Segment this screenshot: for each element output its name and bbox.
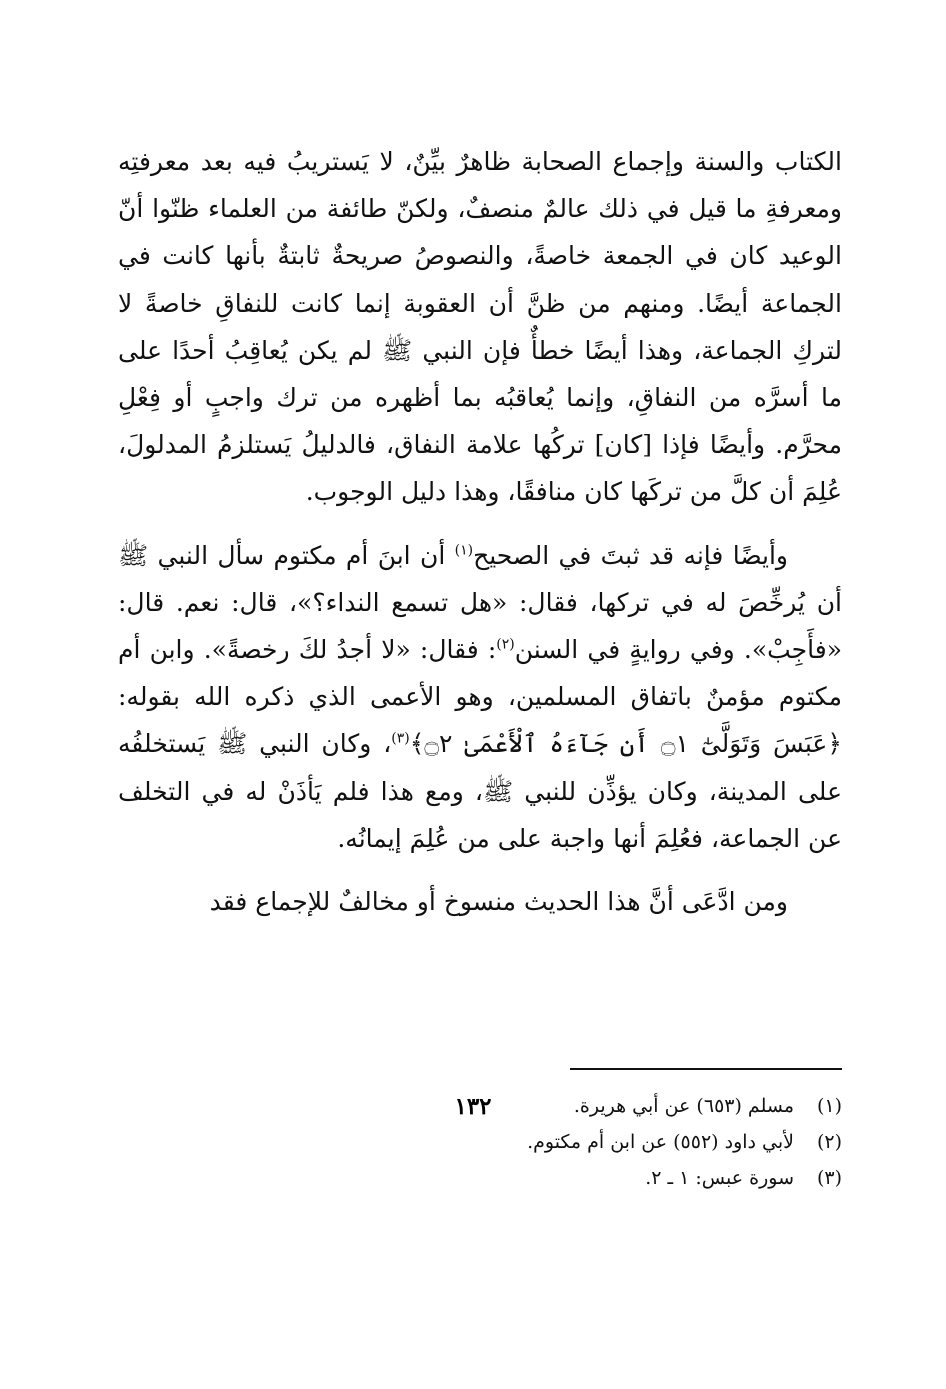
footnote-ref-1[interactable]: (١) [454, 542, 474, 559]
paragraph-2-part-1: وأيضًا فإنه قد ثبتَ في الصحيح [473, 540, 788, 570]
footnote-ref-3[interactable]: (٣) [391, 731, 410, 748]
paragraph-2-part-2: أن ابنَ أم مكتوم سأل النبي ﷺ أن يُرخِّصَ له في تركها، فقال: «هل تسمع النداء؟»، قال: نعم. قال: «فأَجِبْ». وفي روايةٍ في السنن [118, 540, 842, 665]
paragraph-2-part-3: : فقال: «لا أجدُ لكَ رخصةً». وابن أم مكتوم مؤمنٌ باتفاق المسلمين، وهو الأعمى الذي ذكره الله بقوله: ﴿عَبَسَ وَتَوَلَّىٰٓ ۝١ أَن جَآءَهُ ٱلْأَعْمَىٰ ۝٢﴾ [118, 635, 842, 759]
paragraph-1: الكتاب والسنة وإجماع الصحابة ظاهرٌ بيِّنٌ، لا يَستريبُ فيه بعد معرفتِه ومعرفةِ ما قيل في ذلك عالمٌ منصفٌ، ولكنّ طائفة من العلماء ظنّوا أنّ الوعيد كان في الجمعة خاصةً، والنصوصُ صريحةٌ ثابتةٌ بأنها كانت في الجماعة أيضًا. ومنهم من ظنَّ أن العقوبة إنما كانت للنفاقِ خاصةً لا لتركِ الجماعة، وهذا أيضًا خطأٌ فإن النبي ﷺ لم يكن يُعاقِبُ أحدًا على ما أسرَّه من النفاقِ، وإنما يُعاقبُه بما أظهره من ترك واجبٍ أو فِعْلِ محرَّم. وأيضًا فإذا [كان] تركُها علامة النفاق، فالدليلُ يَستلزمُ المدلولَ، عُلِمَ أن كلَّ من تركَها كان منافقًا، وهذا دليل الوجوب. [118, 147, 842, 507]
paragraph-2 [118, 532, 842, 862]
footnote-number: (١) [816, 1095, 842, 1117]
paragraph-2-part-4: ، وكان النبي ﷺ يَستخلفُه على المدينة، وكان يؤذِّن للنبي ﷺ، ومع هذا فلم يَأذَنْ له في التخلف عن الجماعة، فعُلِمَ أنها واجبة على من عُلِمَ إيمانُه. [118, 729, 842, 853]
footnote-3 [118, 1160, 842, 1196]
footnote-text: سورة عبس: ١ ـ ٢. [645, 1167, 794, 1189]
footnote-2 [118, 1124, 842, 1160]
page-number: ١٣٢ [454, 1094, 492, 1119]
footnote-number: (٣) [816, 1167, 842, 1189]
footnote-text: لأبي داود (٥٥٢) عن ابن أم مكتوم. [527, 1131, 794, 1153]
paragraph-3: ومن ادَّعَى أنَّ هذا الحديث منسوخ أو مخالفٌ للإجماع فقد [209, 887, 788, 917]
footnote-number: (٢) [816, 1131, 842, 1153]
footnote-text: مسلم (٦٥٣) عن أبي هريرة. [573, 1095, 794, 1117]
footnote-divider [570, 1068, 842, 1070]
footnote-ref-2[interactable]: (٢) [496, 636, 515, 653]
